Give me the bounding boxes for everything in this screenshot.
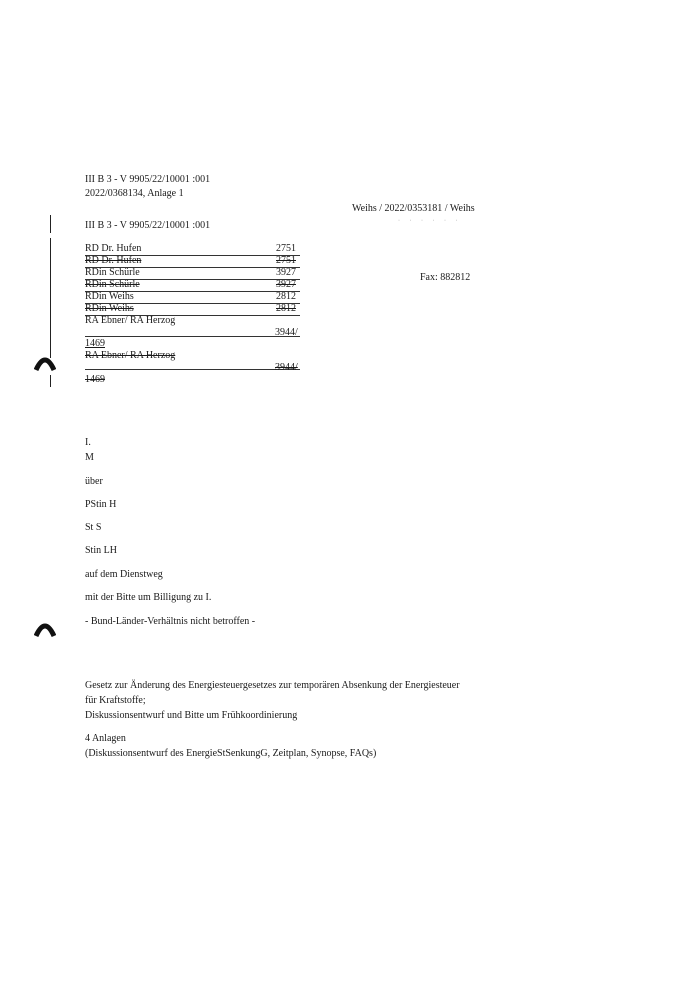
contact-name: RDin Weihs bbox=[85, 291, 134, 302]
attachments-count: 4 Anlagen bbox=[85, 733, 126, 744]
routing-ueber: über bbox=[85, 476, 103, 487]
contact-underline bbox=[85, 336, 300, 337]
fax-number: Fax: 882812 bbox=[420, 272, 471, 283]
hole-punch-mark-2 bbox=[34, 618, 56, 640]
contact-ext-ra-2-struck: 1469 bbox=[85, 374, 105, 385]
margin-mark-small bbox=[50, 375, 51, 387]
routing-m: M bbox=[85, 452, 94, 463]
reference-right: Weihs / 2022/0353181 / Weihs bbox=[352, 203, 475, 214]
contact-ext: 2751 bbox=[276, 243, 296, 254]
hole-punch-mark-1 bbox=[34, 352, 56, 374]
contact-name-ra: RA Ebner/ RA Herzog bbox=[85, 315, 176, 326]
section-number: I. bbox=[85, 437, 91, 448]
reference-number-repeat: III B 3 - V 9905/22/10001 :001 bbox=[85, 220, 211, 231]
contact-ext-struck: 3927 bbox=[276, 279, 296, 290]
contact-ext-ra: 3944/ bbox=[275, 327, 298, 338]
margin-mark-top bbox=[50, 215, 51, 233]
contact-ext: 2812 bbox=[276, 291, 296, 302]
contact-ext: 3927 bbox=[276, 267, 296, 278]
contact-ext-struck: 2751 bbox=[276, 255, 296, 266]
attachments-list: (Diskussionsentwurf des EnergieStSenkungG, Zeitplan, Synopse, FAQs) bbox=[85, 748, 377, 759]
contact-name: RD Dr. Hufen bbox=[85, 243, 142, 254]
faint-dots: · · · · · · bbox=[398, 218, 462, 224]
routing-sts: St S bbox=[85, 522, 102, 533]
contact-ext-ra-2: 1469 bbox=[85, 338, 105, 349]
contact-name: RDin Schürle bbox=[85, 267, 140, 278]
routing-bund-laender: - Bund-Länder-Verhältnis nicht betroffen - bbox=[85, 616, 256, 627]
routing-billigung: mit der Bitte um Billigung zu I. bbox=[85, 592, 212, 603]
routing-dienstweg: auf dem Dienstweg bbox=[85, 569, 163, 580]
routing-stin: Stin LH bbox=[85, 545, 117, 556]
contact-ext-ra-struck: 3944/ bbox=[275, 362, 298, 373]
contact-name-struck: RDin Schürle bbox=[85, 279, 140, 290]
contact-ext-struck: 2812 bbox=[276, 303, 296, 314]
contact-name-struck: RDin Weihs bbox=[85, 303, 134, 314]
subject-line-1: Gesetz zur Änderung des Energiesteuergesetzes zur temporären Absenkung der Energiesteuer bbox=[85, 680, 460, 691]
document-number: 2022/0368134, Anlage 1 bbox=[85, 188, 184, 199]
reference-number: III B 3 - V 9905/22/10001 :001 bbox=[85, 174, 211, 185]
margin-mark-long bbox=[50, 238, 51, 358]
routing-pstin: PStin H bbox=[85, 499, 117, 510]
contact-name-struck: RD Dr. Hufen bbox=[85, 255, 142, 266]
contact-name-ra-struck: RA Ebner/ RA Herzog bbox=[85, 350, 176, 361]
subject-line-3: Diskussionsentwurf und Bitte um Frühkoordinierung bbox=[85, 710, 298, 721]
subject-line-2: für Kraftstoffe; bbox=[85, 695, 146, 706]
contact-underline bbox=[85, 369, 300, 370]
